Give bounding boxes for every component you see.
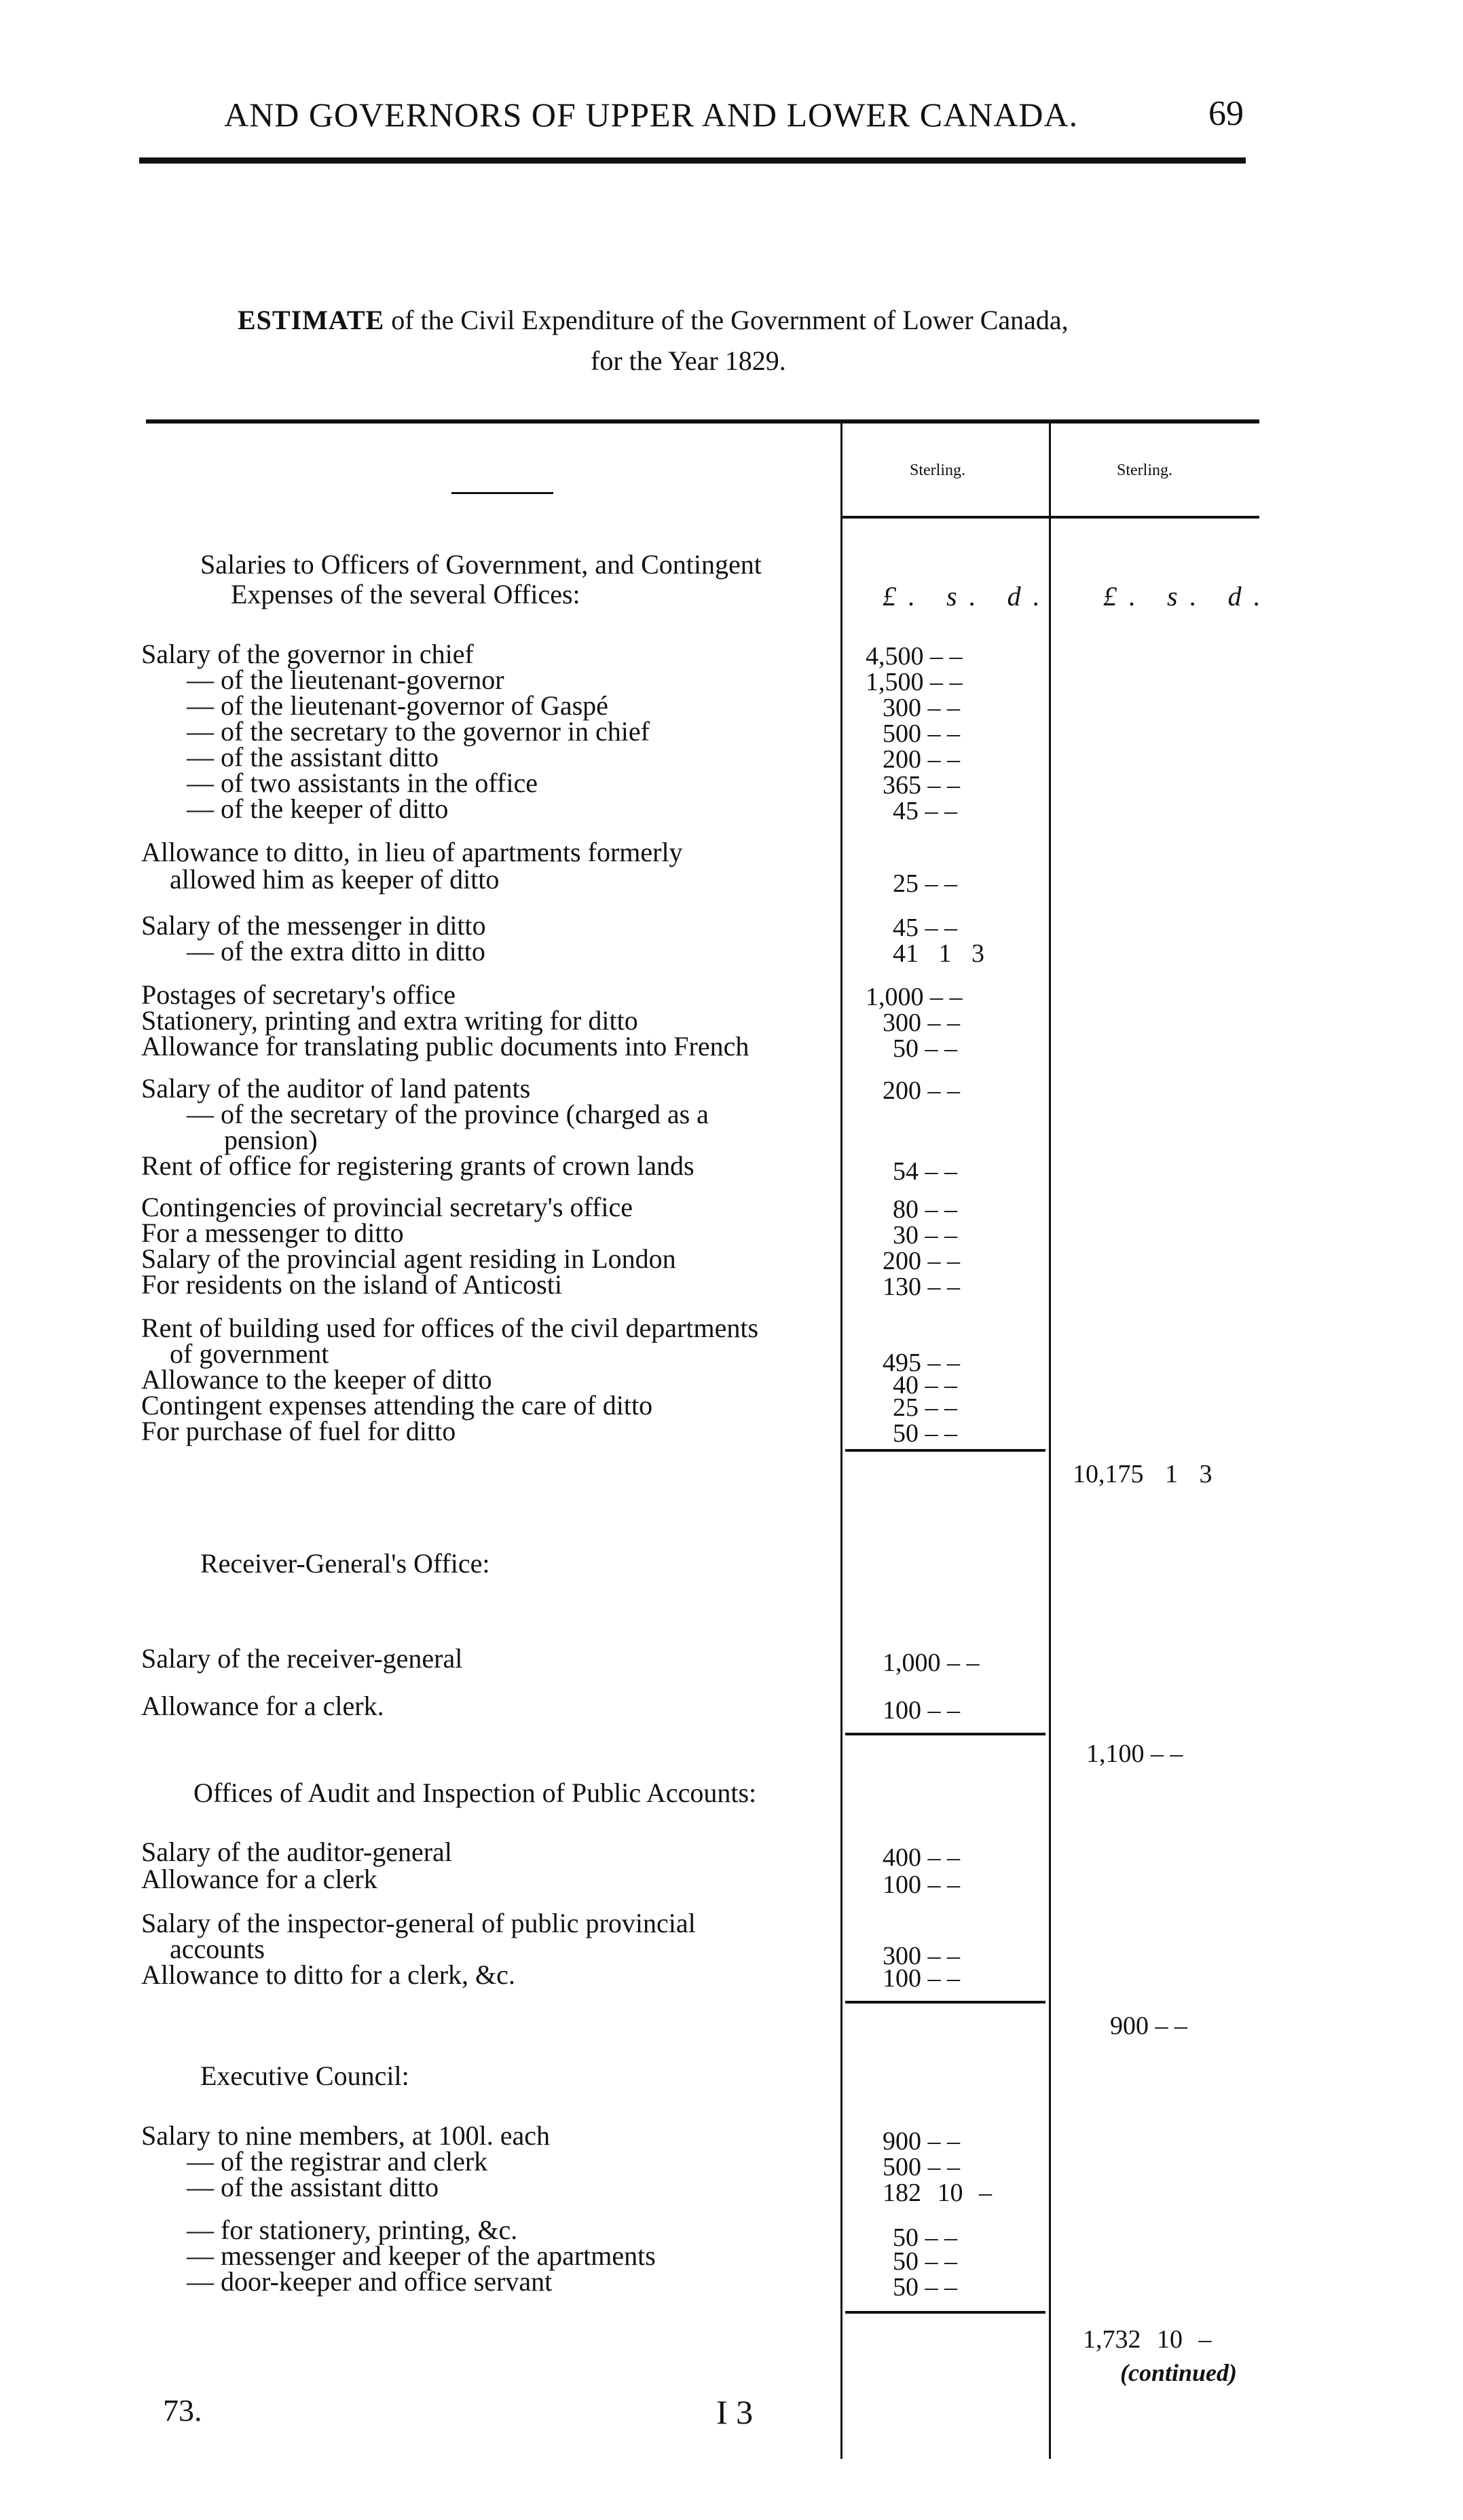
section-heading: Salaries to Officers of Government, and Contingent: [200, 549, 762, 580]
line-item-label: For purchase of fuel for ditto: [141, 1416, 456, 1446]
line-item-amount: 50 – –: [893, 1034, 957, 1063]
title-rest: of the Civil Expenditure of the Government of Lower Canada,: [391, 305, 1069, 335]
line-item-label: For residents on the island of Anticosti: [141, 1269, 562, 1300]
line-item-label-continued: of government: [170, 1338, 329, 1369]
line-item-amount: 365 – –: [883, 771, 960, 800]
line-item-label: Salary of the messenger in ditto: [141, 910, 486, 941]
line-item-amount: 400 – –: [883, 1843, 960, 1872]
section-total: 900 – –: [1110, 2012, 1187, 2040]
continued-note: (continued): [1120, 2359, 1238, 2386]
line-item-amount: 4,500 – –: [866, 642, 963, 671]
line-item-label: Salary of the governor in chief: [141, 639, 474, 669]
line-item-amount: 200 – –: [883, 1076, 960, 1105]
line-item-amount: 200 – –: [883, 745, 960, 774]
line-item-label: — for stationery, printing, &c.: [187, 2215, 518, 2245]
column-header-sterling-1: Sterling.: [910, 462, 965, 479]
subtotal-rule: [845, 2311, 1045, 2314]
unit-header-2: £. s. d.: [1103, 581, 1273, 612]
line-item-label: — of the registrar and clerk: [187, 2146, 488, 2177]
line-item-amount: 182 10 –: [883, 2179, 992, 2207]
section-heading-continued: Expenses of the several Offices:: [231, 579, 580, 609]
title-lead: ESTIMATE: [238, 305, 385, 335]
section-heading: Executive Council:: [200, 2061, 409, 2091]
line-item-label: — of the lieutenant-governor of Gaspé: [187, 690, 608, 721]
subtotal-rule: [845, 1733, 1045, 1735]
line-item-amount: 900 – –: [883, 2127, 960, 2156]
section-heading: Offices of Audit and Inspection of Public Accounts:: [193, 1778, 757, 1808]
line-item-label: Rent of office for registering grants of crown lands: [141, 1150, 695, 1181]
line-item-label-continued: accounts: [170, 1934, 265, 1964]
line-item-amount: 25 – –: [893, 1393, 957, 1422]
line-item-label: — of the assistant ditto: [187, 742, 439, 772]
line-item-amount: 300 – –: [883, 1009, 960, 1037]
line-item-label: — of the secretary to the governor in chief: [187, 716, 650, 747]
line-item-label: — of the secretary of the province (charged as a: [187, 1099, 709, 1129]
line-item-label: Stationery, printing and extra writing for ditto: [141, 1005, 638, 1036]
line-item-amount: 50 – –: [893, 2247, 957, 2276]
line-item-amount: 300 – –: [883, 694, 960, 722]
line-item-label: Allowance for a clerk: [141, 1864, 377, 1894]
line-item-label: Salary of the receiver-general: [141, 1643, 463, 1674]
column-header-sterling-2: Sterling.: [1117, 462, 1172, 479]
line-item-label: Salary to nine members, at 100l. each: [141, 2120, 551, 2151]
line-item-label: Contingencies of provincial secretary's office: [141, 1192, 633, 1222]
section-heading: Receiver-General's Office:: [200, 1548, 490, 1579]
line-item-amount: 50 – –: [893, 2223, 957, 2252]
line-item-amount: 80 – –: [893, 1195, 957, 1224]
table-top-rule: [146, 419, 1259, 424]
line-item-amount: 300 – –: [883, 1942, 960, 1970]
line-item-label: Salary of the auditor of land patents: [141, 1073, 531, 1104]
line-item-label: Salary of the auditor-general: [141, 1837, 452, 1867]
line-item-amount: 200 – –: [883, 1247, 960, 1275]
section-total: 1,732 10 –: [1083, 2325, 1212, 2354]
subtotal-rule: [845, 2001, 1045, 2004]
line-item-amount: 130 – –: [883, 1273, 960, 1301]
line-item-amount: 1,500 – –: [866, 668, 963, 696]
line-item-amount: 25 – –: [893, 869, 957, 898]
line-item-amount: 495 – –: [883, 1349, 960, 1377]
line-item-label: — of the extra ditto in ditto: [187, 936, 485, 966]
total-column-divider: [1049, 419, 1051, 2459]
line-item-amount: 45 – –: [893, 914, 957, 942]
line-item-amount: 1,000 – –: [883, 1649, 980, 1677]
section-total: 10,175 1 3: [1073, 1460, 1212, 1488]
section-total: 1,100 – –: [1086, 1739, 1183, 1768]
line-item-amount: 45 – –: [893, 797, 957, 825]
line-item-label: Postages of secretary's office: [141, 979, 456, 1010]
line-item-amount: 54 – –: [893, 1157, 957, 1186]
line-item-amount: 500 – –: [883, 2153, 960, 2181]
page-number: 69: [1208, 94, 1244, 133]
line-item-amount: 30 – –: [893, 1221, 957, 1249]
line-item-amount: 50 – –: [893, 1419, 957, 1448]
line-item-label: Salary of the provincial agent residing in London: [141, 1243, 676, 1274]
line-item-label: — of the assistant ditto: [187, 2172, 439, 2202]
line-item-label: — of the lieutenant-governor: [187, 664, 504, 695]
line-item-label: Contingent expenses attending the care of ditto: [141, 1390, 653, 1421]
line-item-label: Allowance to the keeper of ditto: [141, 1364, 492, 1395]
line-item-label: Allowance to ditto, in lieu of apartments formerly: [141, 837, 683, 867]
line-item-label: Rent of building used for offices of the civil departments: [141, 1313, 759, 1343]
line-item-label: Allowance for translating public documents into French: [141, 1031, 749, 1061]
subtotal-rule: [845, 1449, 1045, 1452]
label-column-rule: [451, 492, 553, 494]
line-item-amount: 40 – –: [893, 1371, 957, 1399]
line-item-amount: 50 – –: [893, 2273, 957, 2301]
line-item-label: For a messenger to ditto: [141, 1218, 404, 1248]
running-head: AND GOVERNORS OF UPPER AND LOWER CANADA.: [224, 96, 1079, 134]
line-item-label: — of the keeper of ditto: [187, 793, 449, 824]
line-item-amount: 500 – –: [883, 719, 960, 748]
line-item-label-continued: pension): [224, 1125, 318, 1155]
line-item-label: Salary of the inspector-general of public provincial: [141, 1908, 696, 1938]
estimate-title: [238, 304, 1069, 336]
line-item-label: — messenger and keeper of the apartments: [187, 2240, 656, 2271]
estimate-subtitle: for the Year 1829.: [591, 345, 786, 376]
line-item-amount: 100 – –: [883, 1870, 960, 1899]
line-item-amount: 100 – –: [883, 1696, 960, 1725]
signature-mark: 73.: [163, 2393, 202, 2428]
unit-header-1: £. s. d.: [883, 581, 1052, 612]
line-item-amount: 1,000 – –: [866, 983, 963, 1011]
line-item-label-continued: allowed him as keeper of ditto: [170, 864, 500, 895]
amount-column-divider: [840, 419, 842, 2459]
folio: I 3: [716, 2393, 754, 2431]
line-item-label: Allowance to ditto for a clerk, &c.: [141, 1959, 515, 1990]
line-item-amount: 100 – –: [883, 1964, 960, 1993]
line-item-label: — of two assistants in the office: [187, 768, 538, 798]
line-item-label: — door-keeper and office servant: [187, 2266, 553, 2297]
line-item-label: Allowance for a clerk.: [141, 1691, 384, 1721]
line-item-amount: 41 1 3: [893, 939, 984, 968]
head-rule: [139, 157, 1246, 164]
